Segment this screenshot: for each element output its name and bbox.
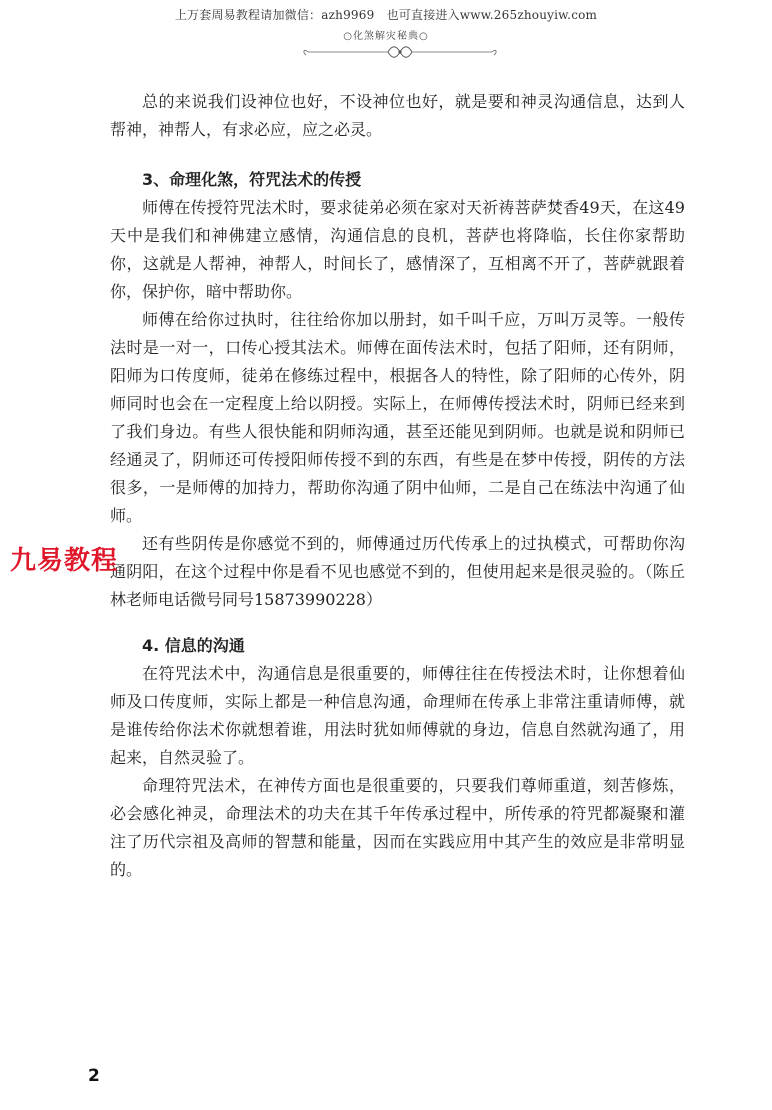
section-3-heading: 3、命理化煞，符咒法术的传授: [142, 170, 362, 189]
header-ornament-icon: [300, 43, 500, 61]
section-4-heading: 4. 信息的沟通: [142, 636, 245, 655]
section-3-paragraph-1: 师傅在传授符咒法术时，要求徒弟必须在家对天祈祷菩萨焚香49天，在这49天中是我们和神佛建立感情，沟通信息的良机，菩萨也将降临，长住你家帮助你，这就是人帮神，神帮人，时间长了，感情深了，互相离不开了，菩萨就跟着你，保护你，暗中帮助你。: [110, 198, 685, 301]
section-3-paragraph-3: 还有些阴传是你感觉不到的，师傅通过历代传承上的过执模式，可帮助你沟通阴阳，在这个过程中你是看不见也感觉不到的，但使用起来是很灵验的。（陈丘林老师电话微号同号15873990228）: [110, 534, 685, 609]
page-number: 2: [88, 1066, 100, 1086]
header-advert-line: 上万套周易教程请加微信：azh9969 也可直接进入www.265zhouyiw.com: [174, 8, 598, 22]
watermark-logo: 九易教程: [10, 546, 119, 576]
intro-paragraph: 总的来说我们设神位也好，不设神位也好，就是要和神灵沟通信息，达到人帮神，神帮人，有求必应，应之必灵。: [110, 92, 685, 139]
section-4-paragraph-1: 在符咒法术中，沟通信息是很重要的，师傅往往在传授法术时，让你想着仙师及口传度师，实际上都是一种信息沟通，命理师在传承上非常注重请师傅，就是谁传给你法术你就想着谁，用法时犹如师傅就的身边，信息自然就沟通了，用起来，自然灵验了。: [110, 664, 685, 767]
page-content: [110, 88, 685, 884]
section-3-paragraph-2: 师傅在给你过执时，往往给你加以册封，如千叫千应，万叫万灵等。一般传法时是一对一，口传心授其法术。师傅在面传法术时，包括了阳师，还有阴师，阳师为口传度师，徒弟在修练过程中，根据各人的特性，除了阳师的心传外，阴师同时也会在一定程度上给以阴授。实际上，在师傅传授法术时，阴师已经来到了我们身边。有些人很快能和阴师沟通，甚至还能见到阴师。也就是说和阴师已经通灵了，阴师还可传授阳师传授不到的东西，有些是在梦中传授，阴传的方法很多，一是师傅的加持力，帮助你沟通了阴中仙师，二是自己在练法中沟通了仙师。: [110, 310, 685, 525]
book-title: ○化煞解灾秘典○: [343, 31, 429, 42]
section-4-paragraph-2: 命理符咒法术，在神传方面也是很重要的，只要我们尊师重道，刻苦修炼，必会感化神灵，命理法术的功夫在其千年传承过程中，所传承的符咒都凝聚和灌注了历代宗祖及高师的智慧和能量，因而在实践应用中其产生的效应是非常明显的。: [110, 776, 685, 879]
